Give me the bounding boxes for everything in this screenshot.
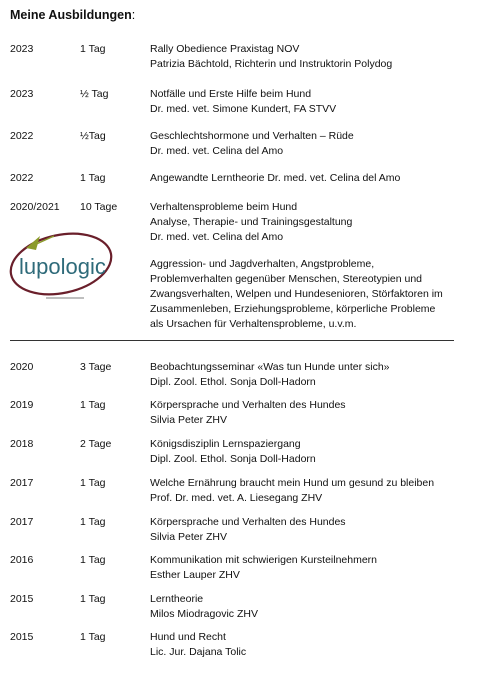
entry-year: 2019 — [10, 399, 34, 411]
entry-year: 2022 — [10, 130, 34, 142]
entry-course: Körpersprache und Verhalten des Hundes — [150, 399, 346, 411]
entry-year: 2016 — [10, 554, 34, 566]
entry-course: Königsdisziplin Lernspaziergang — [150, 438, 301, 450]
entry-course: Körpersprache und Verhalten des Hundes — [150, 516, 346, 528]
entry-year: 2017 — [10, 477, 34, 489]
entry-duration: ½ Tag — [80, 88, 109, 100]
entry-course: Geschlechtshormone und Verhalten – Rüde — [150, 130, 354, 142]
entry-instructor: Prof. Dr. med. vet. A. Liesegang ZHV — [150, 492, 323, 504]
logo-text: lupologic — [19, 254, 106, 279]
entry-course: Lerntheorie — [150, 593, 204, 605]
entry-course: Welche Ernährung braucht mein Hund um gesund zu bleiben — [150, 477, 435, 489]
entry-instructor: Silvia Peter ZHV — [150, 531, 228, 543]
entry-course: Rally Obedience Praxistag NOV — [150, 43, 300, 55]
entry-year: 2018 — [10, 438, 34, 450]
entry-duration: ½Tag — [80, 130, 106, 142]
entry-year: 2020 — [10, 361, 34, 373]
entry-year: 2015 — [10, 593, 34, 605]
entry-course: Kommunikation mit schwierigen Kursteilnehmern — [150, 554, 378, 566]
entry-instructor: Milos Miodragovic ZHV — [150, 608, 258, 620]
entry-instructor: Lic. Jur. Dajana Tolic — [150, 646, 247, 658]
entry-course: Angewandte Lerntheorie Dr. med. vet. Celina del Amo — [150, 172, 401, 184]
entry-year: 2023 — [10, 43, 34, 55]
page-title: Meine Ausbildungen: — [10, 8, 136, 22]
entry-instructor: Dipl. Zool. Ethol. Sonja Doll-Hadorn — [150, 453, 316, 465]
entry-year: 2020/2021 — [10, 201, 60, 213]
entry-duration: 1 Tag — [80, 172, 106, 184]
lupologic-logo — [6, 226, 114, 304]
entry-course: Hund und Recht — [150, 631, 226, 643]
entry-duration: 1 Tag — [80, 631, 106, 643]
entry-course: Verhaltensprobleme beim Hund — [150, 201, 298, 213]
entry-subtitle: Analyse, Therapie- und Trainingsgestaltung — [150, 216, 353, 228]
entry-instructor: Esther Lauper ZHV — [150, 569, 240, 581]
entry-duration: 1 Tag — [80, 554, 106, 566]
entry-year: 2023 — [10, 88, 34, 100]
entry-duration: 1 Tag — [80, 477, 106, 489]
topics-line: Zwangsverhalten, Welpen und Hundesenioren, Störfaktoren im — [150, 288, 443, 300]
entry-duration: 1 Tag — [80, 516, 106, 528]
entry-duration: 1 Tag — [80, 399, 106, 411]
topics-line: Problemverhalten gegenüber Menschen, Stereotypien und — [150, 273, 423, 285]
entry-duration: 1 Tag — [80, 43, 106, 55]
entry-instructor: Dr. med. vet. Simone Kundert, FA STVV — [150, 103, 337, 115]
entry-duration: 10 Tage — [80, 201, 118, 213]
entry-instructor: Dr. med. vet. Celina del Amo — [150, 231, 284, 243]
entry-instructor: Patrizia Bächtold, Richterin und Instruktorin Polydog — [150, 58, 393, 70]
entry-duration: 3 Tage — [80, 361, 112, 373]
entry-instructor: Dipl. Zool. Ethol. Sonja Doll-Hadorn — [150, 376, 316, 388]
entry-course: Beobachtungsseminar «Was tun Hunde unter sich» — [150, 361, 390, 373]
entry-course: Notfälle und Erste Hilfe beim Hund — [150, 88, 312, 100]
topics-line: als Ursachen für Verhaltensprobleme, u.v.m. — [150, 318, 357, 330]
divider — [10, 340, 454, 341]
entry-instructor: Dr. med. vet. Celina del Amo — [150, 145, 284, 157]
topics-line: Aggression- und Jagdverhalten, Angstprobleme, — [150, 258, 375, 270]
entry-duration: 2 Tage — [80, 438, 112, 450]
entry-instructor: Silvia Peter ZHV — [150, 414, 228, 426]
entry-year: 2017 — [10, 516, 34, 528]
topics-line: Zusammenleben, Erziehungsprobleme, körperliche Probleme — [150, 303, 436, 315]
entry-year: 2015 — [10, 631, 34, 643]
entry-year: 2022 — [10, 172, 34, 184]
entry-duration: 1 Tag — [80, 593, 106, 605]
